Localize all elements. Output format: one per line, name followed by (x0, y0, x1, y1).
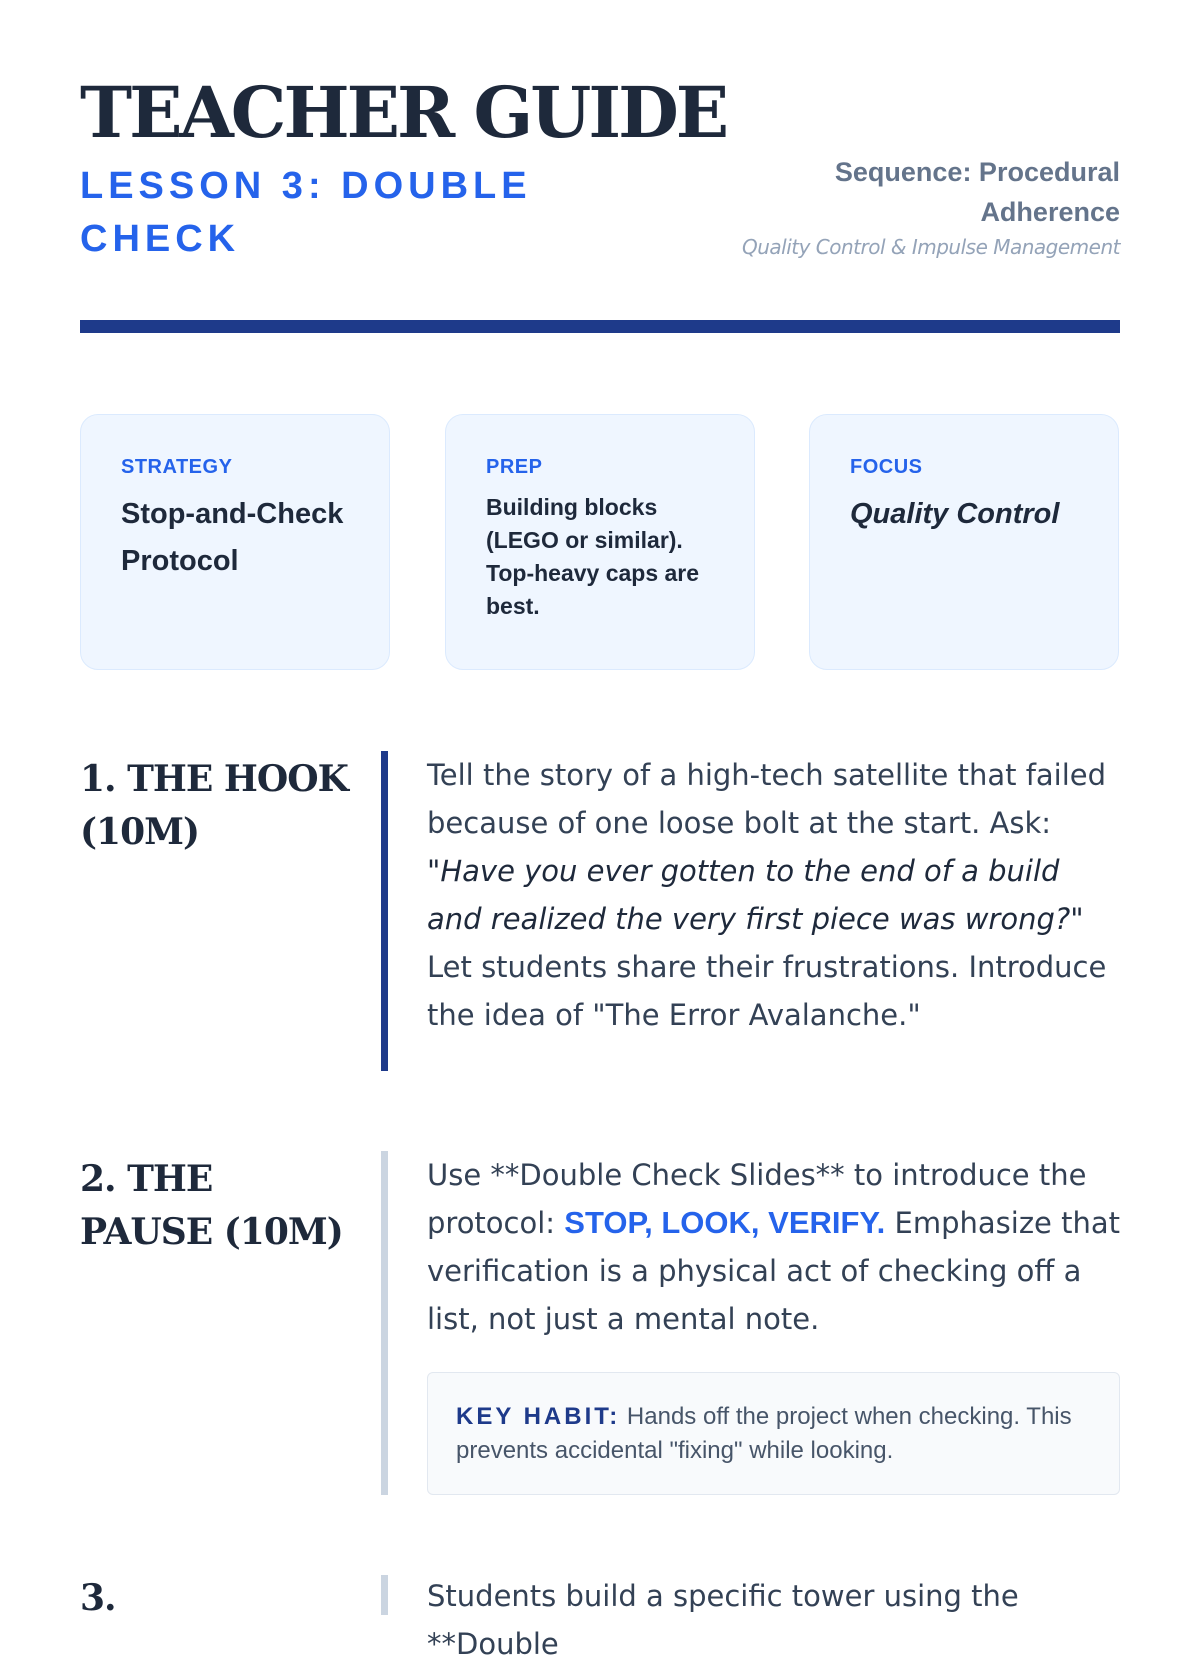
body-text: Emphasize that verification is a physical act of checking off a list, not just a mental note. (427, 1206, 1120, 1336)
callout-label: KEY HABIT: (456, 1403, 621, 1430)
card-label: FOCUS (850, 456, 923, 478)
section-body-3 (427, 1572, 1120, 1668)
card-label: STRATEGY (121, 456, 233, 478)
card-value: Quality Control (850, 498, 1060, 530)
section-body-pause (427, 1151, 1120, 1343)
section-bar-active (381, 751, 388, 1071)
body-text: Students build a specific tower using the **Double (427, 1579, 1019, 1661)
body-text: Use **Double Check Slides** to introduce the protocol: (427, 1158, 1087, 1240)
section-bar (381, 1151, 388, 1495)
prep-card (445, 414, 755, 670)
strategy-card (80, 414, 390, 670)
body-quote: "Have you ever gotten to the end of a build and realized the very first piece was wrong?" (427, 854, 1084, 936)
body-text: Let students share their frustrations. Introduce the idea of "The Error Avalanche." (427, 950, 1107, 1032)
page-title: TEACHER GUIDE (80, 71, 727, 154)
section-title-hook: 1. THE HOOK (10M) (80, 758, 348, 853)
card-value: Stop-and-Check Protocol (121, 498, 344, 577)
header-divider (80, 320, 1120, 333)
lesson-subtitle: LESSON 3: DOUBLE CHECK (80, 165, 532, 260)
lesson-meta (700, 152, 1120, 262)
focus-card (809, 414, 1119, 670)
section-title-3: 3. (80, 1577, 116, 1619)
protocol-emphasis: STOP, LOOK, VERIFY. (564, 1205, 886, 1240)
topic-label: Quality Control & Impulse Management (741, 235, 1120, 259)
section-title-pause: 2. THE PAUSE (10M) (80, 1158, 343, 1253)
card-value: Building blocks (LEGO or similar). Top-heavy caps are best. (486, 494, 700, 619)
key-habit-callout (427, 1372, 1120, 1495)
sequence-label: Sequence: Procedural Adherence (834, 157, 1120, 227)
section-bar (381, 1575, 388, 1615)
card-label: PREP (486, 456, 543, 478)
callout-text: Hands off the project when checking. This prevents accidental "fixing" while looking. (456, 1403, 1072, 1464)
section-body-hook (427, 751, 1120, 1039)
body-text: Tell the story of a high-tech satellite that failed because of one loose bolt at the start. Ask: (427, 758, 1107, 840)
